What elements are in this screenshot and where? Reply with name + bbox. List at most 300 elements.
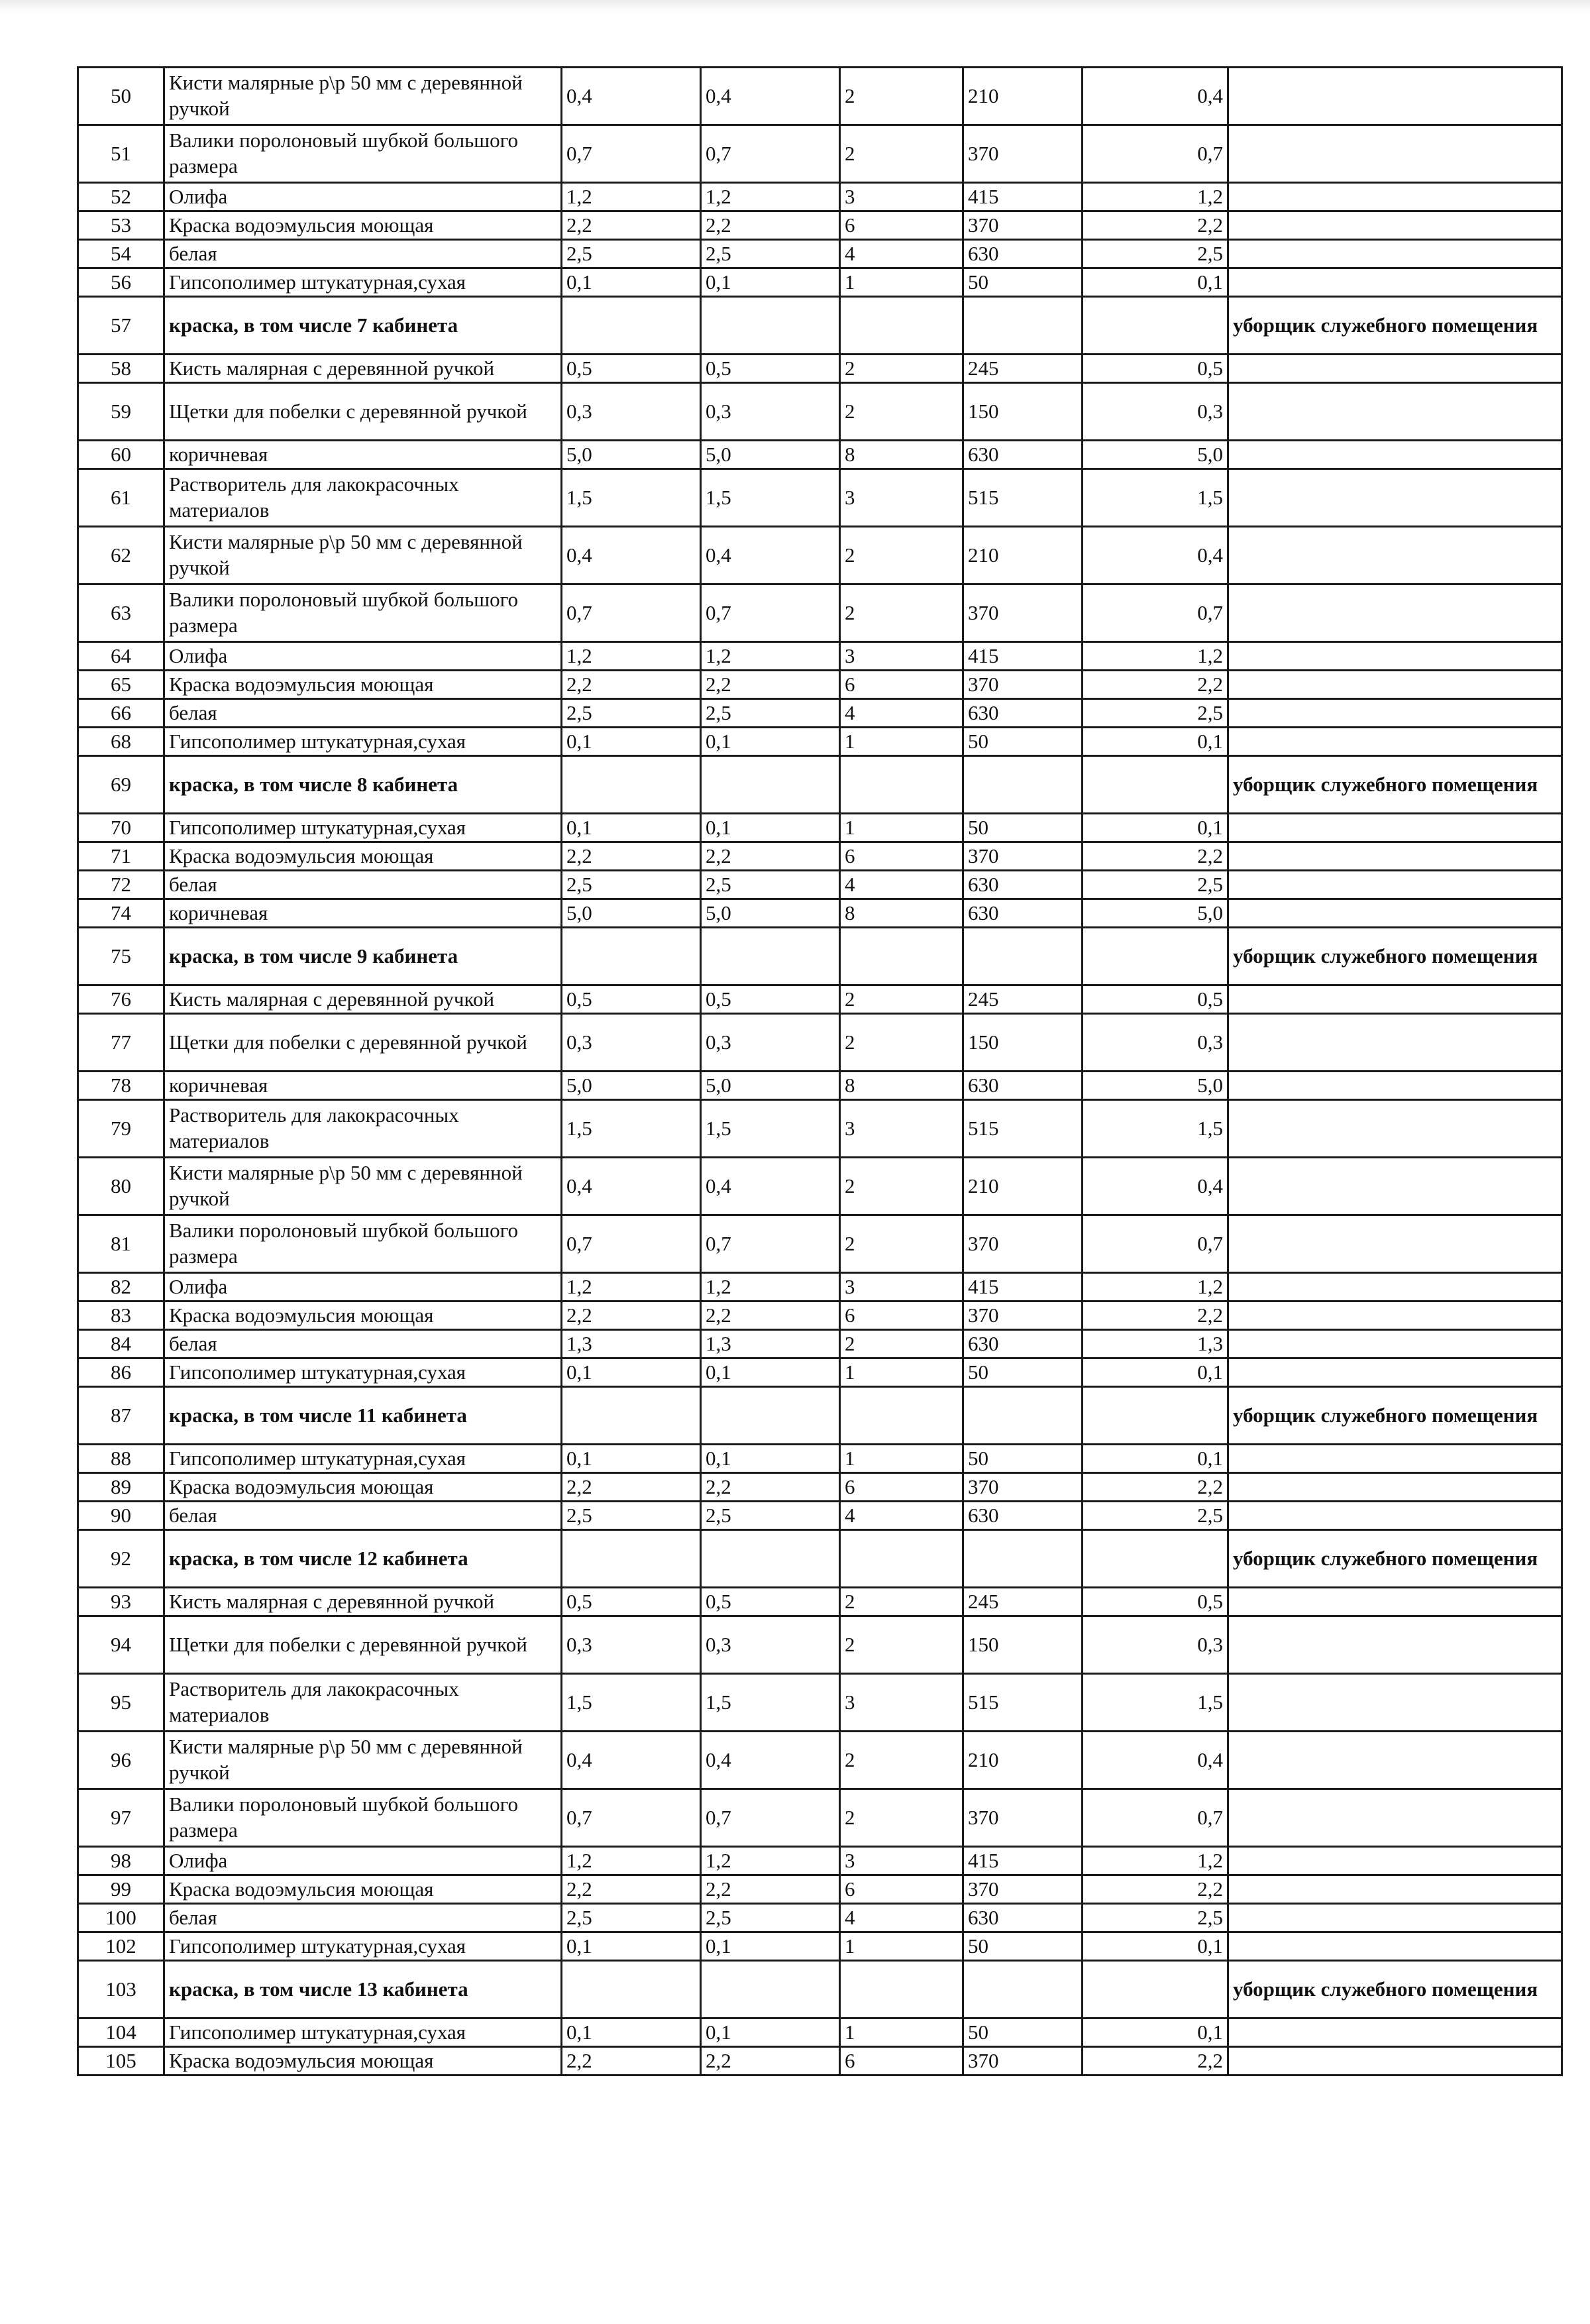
total-value-cell [1083,1530,1228,1588]
issued-value-cell: 0,3 [701,1014,840,1072]
quantity-cell: 1 [840,268,963,297]
row-number-cell: 75 [78,928,164,985]
norm-value-cell [562,1387,701,1445]
issued-value-cell: 0,4 [701,1158,840,1215]
quantity-cell: 2 [840,1616,963,1674]
norm-value-cell: 0,4 [562,527,701,584]
total-value-cell: 2,2 [1083,1473,1228,1502]
item-name-cell: Кисть малярная с деревянной ручкой [164,355,562,383]
table-row [78,642,1562,671]
total-value-cell: 0,7 [1083,584,1228,642]
position-note-cell [1228,1072,1562,1100]
price-cell: 515 [963,1100,1083,1158]
issued-value-cell: 0,5 [701,985,840,1014]
row-number-cell: 69 [78,756,164,814]
total-value-cell: 1,2 [1083,1273,1228,1301]
table-row [78,527,1562,584]
supplies-table [77,66,1563,2076]
item-name-cell: Растворитель для лакокрасочных материалов [164,1674,562,1732]
row-number-cell: 92 [78,1530,164,1588]
norm-value-cell: 0,7 [562,584,701,642]
total-value-cell: 2,5 [1083,1502,1228,1530]
position-note-cell [1228,899,1562,928]
norm-value-cell: 0,1 [562,1445,701,1473]
item-name-cell: Краска водоэмульсия моющая [164,1301,562,1330]
price-cell: 245 [963,1588,1083,1616]
position-note-cell [1228,125,1562,183]
row-number-cell: 88 [78,1445,164,1473]
issued-value-cell: 0,1 [701,1358,840,1387]
norm-value-cell: 1,2 [562,1847,701,1875]
norm-value-cell: 2,5 [562,240,701,268]
price-cell: 370 [963,671,1083,699]
price-cell: 415 [963,1847,1083,1875]
issued-value-cell: 2,2 [701,1473,840,1502]
position-note-cell [1228,1301,1562,1330]
quantity-cell: 2 [840,1158,963,1215]
total-value-cell [1083,928,1228,985]
total-value-cell: 1,2 [1083,1847,1228,1875]
quantity-cell: 3 [840,642,963,671]
row-number-cell: 77 [78,1014,164,1072]
item-name-cell: Щетки для побелки с деревянной ручкой [164,1616,562,1674]
position-note-cell [1228,1358,1562,1387]
position-note-cell [1228,985,1562,1014]
table-row [78,1875,1562,1904]
issued-value-cell: 1,5 [701,469,840,527]
item-name-cell: Олифа [164,1847,562,1875]
quantity-cell: 2 [840,584,963,642]
position-note-cell [1228,671,1562,699]
row-number-cell: 80 [78,1158,164,1215]
issued-value-cell: 5,0 [701,441,840,469]
issued-value-cell: 0,1 [701,2019,840,2047]
issued-value-cell: 5,0 [701,899,840,928]
issued-value-cell [701,1387,840,1445]
table-row [78,1158,1562,1215]
item-name-cell: Гипсополимер штукатурная,сухая [164,2019,562,2047]
issued-value-cell [701,1530,840,1588]
quantity-cell: 6 [840,211,963,240]
issued-value-cell: 1,5 [701,1674,840,1732]
quantity-cell: 4 [840,1502,963,1530]
row-number-cell: 65 [78,671,164,699]
row-number-cell: 98 [78,1847,164,1875]
position-note-cell [1228,1904,1562,1932]
norm-value-cell [562,928,701,985]
norm-value-cell: 0,1 [562,814,701,842]
quantity-cell: 3 [840,1674,963,1732]
position-note-cell [1228,240,1562,268]
item-name-cell: Гипсополимер штукатурная,сухая [164,1445,562,1473]
price-cell: 515 [963,1674,1083,1732]
issued-value-cell: 0,4 [701,1732,840,1789]
issued-value-cell [701,1961,840,2019]
row-number-cell: 105 [78,2047,164,2075]
total-value-cell: 5,0 [1083,899,1228,928]
item-name-cell: Олифа [164,1273,562,1301]
total-value-cell: 0,4 [1083,68,1228,125]
table-row [78,1330,1562,1358]
price-cell: 370 [963,125,1083,183]
total-value-cell [1083,1387,1228,1445]
price-cell [963,1387,1083,1445]
position-note-cell [1228,1215,1562,1273]
total-value-cell: 1,5 [1083,469,1228,527]
total-value-cell: 0,1 [1083,728,1228,756]
position-note-cell [1228,1847,1562,1875]
table-row [78,671,1562,699]
row-number-cell: 52 [78,183,164,211]
issued-value-cell: 1,2 [701,1847,840,1875]
position-note-cell [1228,469,1562,527]
norm-value-cell: 0,7 [562,1215,701,1273]
item-name-cell: Краска водоэмульсия моющая [164,1473,562,1502]
table-row [78,1674,1562,1732]
table-row [78,2019,1562,2047]
total-value-cell: 2,2 [1083,211,1228,240]
item-name-cell: коричневая [164,899,562,928]
issued-value-cell: 0,1 [701,814,840,842]
price-cell: 210 [963,527,1083,584]
quantity-cell: 6 [840,1875,963,1904]
row-number-cell: 99 [78,1875,164,1904]
total-value-cell: 0,4 [1083,527,1228,584]
price-cell: 150 [963,1616,1083,1674]
row-number-cell: 56 [78,268,164,297]
price-cell: 515 [963,469,1083,527]
row-number-cell: 90 [78,1502,164,1530]
table-row [78,899,1562,928]
norm-value-cell: 0,1 [562,268,701,297]
quantity-cell [840,1961,963,2019]
item-name-cell: Кисти малярные р\р 50 мм с деревянной ручкой [164,1732,562,1789]
position-note-cell [1228,441,1562,469]
total-value-cell: 0,5 [1083,985,1228,1014]
price-cell [963,756,1083,814]
norm-value-cell [562,756,701,814]
price-cell: 370 [963,1875,1083,1904]
quantity-cell: 8 [840,1072,963,1100]
norm-value-cell: 0,1 [562,728,701,756]
item-name-cell: Кисть малярная с деревянной ручкой [164,985,562,1014]
issued-value-cell: 2,2 [701,671,840,699]
row-number-cell: 60 [78,441,164,469]
item-name-cell: Гипсополимер штукатурная,сухая [164,268,562,297]
position-note-cell [1228,1014,1562,1072]
table-row [78,183,1562,211]
item-name-cell: Олифа [164,183,562,211]
item-name-cell: Краска водоэмульсия моющая [164,842,562,871]
price-cell: 150 [963,1014,1083,1072]
issued-value-cell: 1,3 [701,1330,840,1358]
table-row [78,1072,1562,1100]
quantity-cell: 8 [840,441,963,469]
total-value-cell: 2,2 [1083,1301,1228,1330]
quantity-cell: 4 [840,1904,963,1932]
price-cell: 210 [963,68,1083,125]
row-number-cell: 51 [78,125,164,183]
position-note-cell [1228,1588,1562,1616]
item-name-cell: Гипсополимер штукатурная,сухая [164,1932,562,1961]
quantity-cell [840,297,963,355]
norm-value-cell: 1,2 [562,1273,701,1301]
item-name-cell: Краска водоэмульсия моющая [164,671,562,699]
table-row [78,1473,1562,1502]
item-name-cell: Щетки для побелки с деревянной ручкой [164,1014,562,1072]
total-value-cell: 1,5 [1083,1100,1228,1158]
quantity-cell [840,1387,963,1445]
price-cell: 630 [963,1502,1083,1530]
issued-value-cell: 0,5 [701,355,840,383]
section-row [78,297,1562,355]
item-name-cell: Краска водоэмульсия моющая [164,211,562,240]
price-cell: 245 [963,985,1083,1014]
norm-value-cell [562,297,701,355]
row-number-cell: 68 [78,728,164,756]
row-number-cell: 62 [78,527,164,584]
norm-value-cell: 0,1 [562,1932,701,1961]
row-number-cell: 83 [78,1301,164,1330]
section-row [78,1530,1562,1588]
norm-value-cell: 1,3 [562,1330,701,1358]
section-row [78,756,1562,814]
row-number-cell: 84 [78,1330,164,1358]
price-cell: 50 [963,2019,1083,2047]
total-value-cell: 2,5 [1083,699,1228,728]
position-note-cell [1228,584,1562,642]
item-name-cell: краска, в том числе 7 кабинета [164,297,562,355]
norm-value-cell: 5,0 [562,441,701,469]
table-row [78,728,1562,756]
issued-value-cell: 0,1 [701,268,840,297]
price-cell [963,297,1083,355]
norm-value-cell: 0,4 [562,68,701,125]
issued-value-cell: 2,5 [701,240,840,268]
row-number-cell: 95 [78,1674,164,1732]
position-note-cell [1228,871,1562,899]
issued-value-cell: 2,2 [701,2047,840,2075]
norm-value-cell: 0,3 [562,1616,701,1674]
issued-value-cell: 5,0 [701,1072,840,1100]
quantity-cell: 2 [840,1789,963,1847]
price-cell: 370 [963,1301,1083,1330]
total-value-cell [1083,1961,1228,2019]
table-row [78,1932,1562,1961]
norm-value-cell: 2,2 [562,671,701,699]
table-row [78,1616,1562,1674]
issued-value-cell: 2,5 [701,1904,840,1932]
total-value-cell: 0,1 [1083,1358,1228,1387]
table-row [78,985,1562,1014]
price-cell: 210 [963,1158,1083,1215]
position-note-cell [1228,814,1562,842]
position-note-cell [1228,642,1562,671]
item-name-cell: белая [164,699,562,728]
item-name-cell: Олифа [164,642,562,671]
quantity-cell: 3 [840,469,963,527]
item-name-cell: коричневая [164,441,562,469]
total-value-cell: 1,3 [1083,1330,1228,1358]
total-value-cell [1083,297,1228,355]
table-row [78,1445,1562,1473]
item-name-cell: Краска водоэмульсия моющая [164,1875,562,1904]
price-cell: 370 [963,1215,1083,1273]
quantity-cell: 1 [840,1445,963,1473]
norm-value-cell: 1,2 [562,183,701,211]
section-row [78,928,1562,985]
total-value-cell: 0,7 [1083,1789,1228,1847]
row-number-cell: 57 [78,297,164,355]
position-note-cell [1228,1502,1562,1530]
item-name-cell: Кисти малярные р\р 50 мм с деревянной ручкой [164,68,562,125]
table-row [78,1100,1562,1158]
price-cell: 370 [963,1789,1083,1847]
price-cell: 415 [963,642,1083,671]
position-note-cell [1228,1732,1562,1789]
total-value-cell: 0,7 [1083,125,1228,183]
quantity-cell: 4 [840,699,963,728]
price-cell: 630 [963,1904,1083,1932]
item-name-cell: белая [164,1502,562,1530]
issued-value-cell: 1,2 [701,642,840,671]
table-row [78,1732,1562,1789]
position-note-cell [1228,68,1562,125]
quantity-cell: 1 [840,814,963,842]
norm-value-cell: 2,5 [562,699,701,728]
position-note-cell [1228,1158,1562,1215]
item-name-cell: Кисть малярная с деревянной ручкой [164,1588,562,1616]
row-number-cell: 100 [78,1904,164,1932]
total-value-cell: 0,4 [1083,1732,1228,1789]
item-name-cell: белая [164,1904,562,1932]
issued-value-cell: 2,2 [701,1301,840,1330]
position-note-cell [1228,728,1562,756]
position-note-cell [1228,1674,1562,1732]
total-value-cell: 2,5 [1083,871,1228,899]
position-note-cell [1228,268,1562,297]
item-name-cell: краска, в том числе 8 кабинета [164,756,562,814]
row-number-cell: 53 [78,211,164,240]
item-name-cell: краска, в том числе 13 кабинета [164,1961,562,2019]
price-cell: 630 [963,899,1083,928]
table-row [78,814,1562,842]
table-row [78,125,1562,183]
price-cell: 370 [963,2047,1083,2075]
issued-value-cell: 0,7 [701,584,840,642]
row-number-cell: 93 [78,1588,164,1616]
row-number-cell: 86 [78,1358,164,1387]
price-cell: 370 [963,211,1083,240]
item-name-cell: Валики поролоновый шубкой большого размера [164,1789,562,1847]
norm-value-cell: 2,5 [562,871,701,899]
issued-value-cell: 2,2 [701,211,840,240]
quantity-cell: 6 [840,1473,963,1502]
total-value-cell: 0,1 [1083,814,1228,842]
item-name-cell: краска, в том числе 11 кабинета [164,1387,562,1445]
norm-value-cell: 1,2 [562,642,701,671]
total-value-cell [1083,756,1228,814]
quantity-cell: 2 [840,1215,963,1273]
price-cell: 370 [963,842,1083,871]
issued-value-cell: 0,7 [701,125,840,183]
position-note-cell [1228,1330,1562,1358]
issued-value-cell: 0,5 [701,1588,840,1616]
total-value-cell: 0,4 [1083,1158,1228,1215]
row-number-cell: 61 [78,469,164,527]
table-row [78,1301,1562,1330]
price-cell: 630 [963,871,1083,899]
position-note-cell [1228,699,1562,728]
total-value-cell: 1,2 [1083,183,1228,211]
quantity-cell: 2 [840,527,963,584]
quantity-cell: 1 [840,1358,963,1387]
table-row [78,842,1562,871]
total-value-cell: 2,2 [1083,671,1228,699]
row-number-cell: 82 [78,1273,164,1301]
table-row [78,871,1562,899]
norm-value-cell: 0,5 [562,985,701,1014]
position-note-cell [1228,183,1562,211]
issued-value-cell: 2,2 [701,842,840,871]
table-row [78,383,1562,441]
table-row [78,584,1562,642]
quantity-cell: 3 [840,1273,963,1301]
row-number-cell: 72 [78,871,164,899]
issued-value-cell: 1,2 [701,183,840,211]
norm-value-cell: 2,2 [562,2047,701,2075]
position-note-cell: уборщик служебного помещения [1228,297,1562,355]
price-cell: 415 [963,183,1083,211]
item-name-cell: Валики поролоновый шубкой большого размера [164,125,562,183]
row-number-cell: 78 [78,1072,164,1100]
row-number-cell: 96 [78,1732,164,1789]
issued-value-cell: 0,1 [701,1932,840,1961]
price-cell: 50 [963,728,1083,756]
norm-value-cell: 0,5 [562,1588,701,1616]
item-name-cell: Растворитель для лакокрасочных материалов [164,1100,562,1158]
item-name-cell: коричневая [164,1072,562,1100]
issued-value-cell: 2,2 [701,1875,840,1904]
quantity-cell: 6 [840,1301,963,1330]
norm-value-cell: 1,5 [562,1674,701,1732]
quantity-cell [840,756,963,814]
table-row [78,268,1562,297]
issued-value-cell: 2,5 [701,1502,840,1530]
table-row [78,1789,1562,1847]
table-body [78,68,1562,2075]
quantity-cell: 1 [840,1932,963,1961]
position-note-cell: уборщик служебного помещения [1228,1961,1562,2019]
quantity-cell: 3 [840,1847,963,1875]
norm-value-cell: 1,5 [562,1100,701,1158]
norm-value-cell: 0,5 [562,355,701,383]
position-note-cell [1228,1473,1562,1502]
quantity-cell: 1 [840,2019,963,2047]
norm-value-cell [562,1530,701,1588]
price-cell: 370 [963,1473,1083,1502]
total-value-cell: 0,1 [1083,1932,1228,1961]
quantity-cell: 3 [840,1100,963,1158]
norm-value-cell: 2,2 [562,1301,701,1330]
quantity-cell: 2 [840,1330,963,1358]
quantity-cell [840,928,963,985]
price-cell: 630 [963,1330,1083,1358]
total-value-cell: 0,5 [1083,1588,1228,1616]
price-cell [963,1530,1083,1588]
total-value-cell: 0,3 [1083,383,1228,441]
row-number-cell: 94 [78,1616,164,1674]
